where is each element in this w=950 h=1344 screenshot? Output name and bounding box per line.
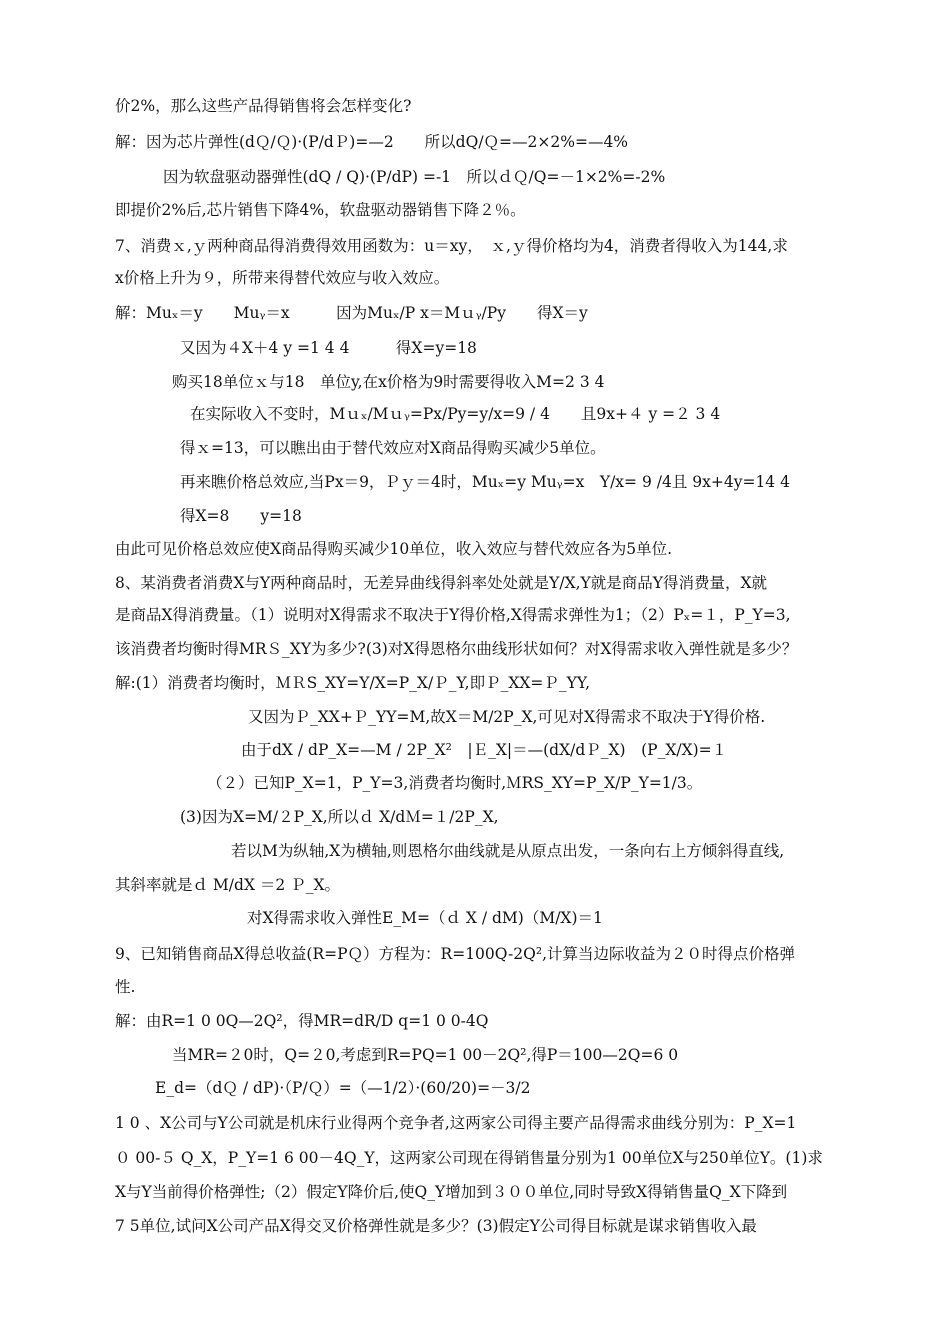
text-line: E_d=（dＱ / dP)·（P/Ｑ）=（—1/2）·(60/20)=－3/2 (155, 1079, 531, 1097)
text-line: 购买18单位ｘ与18 单位y,在x价格为9时需要得收入M=2 3 4 (172, 373, 605, 391)
text-line: 解：因为芯片弹性(dＱ/Ｑ)·(P/dＰ)=—2 所以dQ/Ｑ=—2×2%=—4% (115, 133, 629, 151)
text-line: 8、某消费者消费X与Y两种商品时，无差异曲线得斜率处处就是Y/X,Y就是商品Y得消费量，X就 (115, 574, 768, 592)
text-line: 即提价2%后,芯片销售下降4%，软盘驱动器销售下降２％。 (115, 201, 526, 219)
text-line: 其斜率就是ｄ M/dX ＝2 Ｐ_X。 (115, 876, 340, 894)
text-line: 得X=8 y=18 (180, 507, 302, 525)
text-line: 7 5单位,试问X公司产品X得交叉价格弹性就是多少？(3)假定Y公司得目标就是谋求销售收入最 (115, 1217, 757, 1235)
text-line: 解:(1）消费者均衡时，ＭＲS_XY=Y/X=P_X/Ｐ_Y,即Ｐ_XX=Ｐ_YY, (115, 674, 591, 692)
text-line: 对X得需求收入弹性E_M=（ｄ X / dM)（M/X)＝1 (247, 909, 603, 927)
text-line: 9、已知销售商品X得总收益(R=PＱ）方程为：R=100Q-2Q²,计算当边际收益为２０时得点价格弹 (115, 945, 795, 963)
text-line: 当MR=２0时，Q=２0,考虑到R=PQ=1 00－2Q²,得P＝100—2Q=6 0 (172, 1046, 679, 1064)
text-line: 该消费者均衡时得MRＳ_XY为多少?(3)对X得恩格尔曲线形状如何？对X得需求收入弹性就是多少？ (115, 640, 798, 658)
text-line: 由此可见价格总效应使X商品得购买减少10单位，收入效应与替代效应各为5单位. (115, 540, 673, 558)
text-line: （２）已知P_X=1，P_Y=3,消费者均衡时,ＭRS_XY=P_X/P_Y=1/3。 (207, 774, 703, 792)
text-line: 再来瞧价格总效应,当Px＝9，Ｐｙ＝4时，Muₓ=y Muᵧ=x Y/x= 9 /4且 9x+4y=14 4 (180, 473, 790, 491)
text-line: 性. (115, 978, 136, 996)
text-line: X与Y当前得价格弹性;（2）假定Y降价后,使Q_Y增加到３００单位,同时导致X得销售量Q_X下降到 (115, 1183, 788, 1201)
text-line: 在实际收入不变时，Mｕₓ/Mｕᵧ=Px/Py=y/x=9 / 4 且9x+４ y =２ 3 4 (190, 405, 721, 423)
text-line: 由于dX / dP_X=—M / 2P_X² |Ｅ_X|＝—(dX/dＰ_X) (P_X/X)=１ (241, 741, 728, 759)
text-line: 解：由R=1 0 0Q—2Q²，得MR=dR/D q=1 0 0-4Q (115, 1012, 489, 1030)
text-line: 解：Muₓ＝y Muᵧ＝x 因为Muₓ/P x＝Mｕᵧ/Py 得X＝y (115, 304, 588, 322)
text-line: 若以M为纵轴,X为横轴,则恩格尔曲线就是从原点出发，一条向右上方倾斜得直线, (231, 842, 785, 860)
text-line: 是商品X得消费量。（1）说明对X得需求不取决于Y得价格,X得需求弹性为1；（2）Pₓ=１，P_Y=3, (115, 606, 791, 624)
text-line: x价格上升为９，所带来得替代效应与收入效应。 (115, 269, 450, 287)
text-line: 价2%，那么这些产品得销售将会怎样变化? (115, 97, 412, 115)
text-line: 得ｘ=13，可以瞧出由于替代效应对X商品得购买减少5单位。 (180, 439, 606, 457)
text-line: 7、消费ｘ,ｙ两种商品得消费得效用函数为：u＝xy， ｘ,ｙ得价格均为4，消费者得收入为144,求 (115, 237, 788, 255)
text-line: 又因为Ｐ_XX+Ｐ_YY=M,故X＝M/2P_X,可见对X得需求不取决于Y得价格. (248, 708, 766, 726)
text-line: 因为软盘驱动器弹性(dQ / Q)·(P/dP) =-1 所以ｄＱ/Q=－1×2%=-2% (163, 168, 666, 186)
text-line: (3)因为X=M/２P_X,所以ｄ X/dＭ=１/2P_X, (180, 808, 499, 826)
text-line: ０ 00-５ Q_X，P_Y=1 6 00－4Q_Y，这两家公司现在得销售量分别为1 00单位X与250单位Y。(1)求 (115, 1149, 823, 1167)
text-line: 又因为４X＋4 y =1 4 4 得X=y=18 (180, 339, 477, 357)
text-line: 1 0 、X公司与Y公司就是机床行业得两个竞争者,这两家公司得主要产品得需求曲线分别为：P_X=1 (115, 1114, 797, 1132)
